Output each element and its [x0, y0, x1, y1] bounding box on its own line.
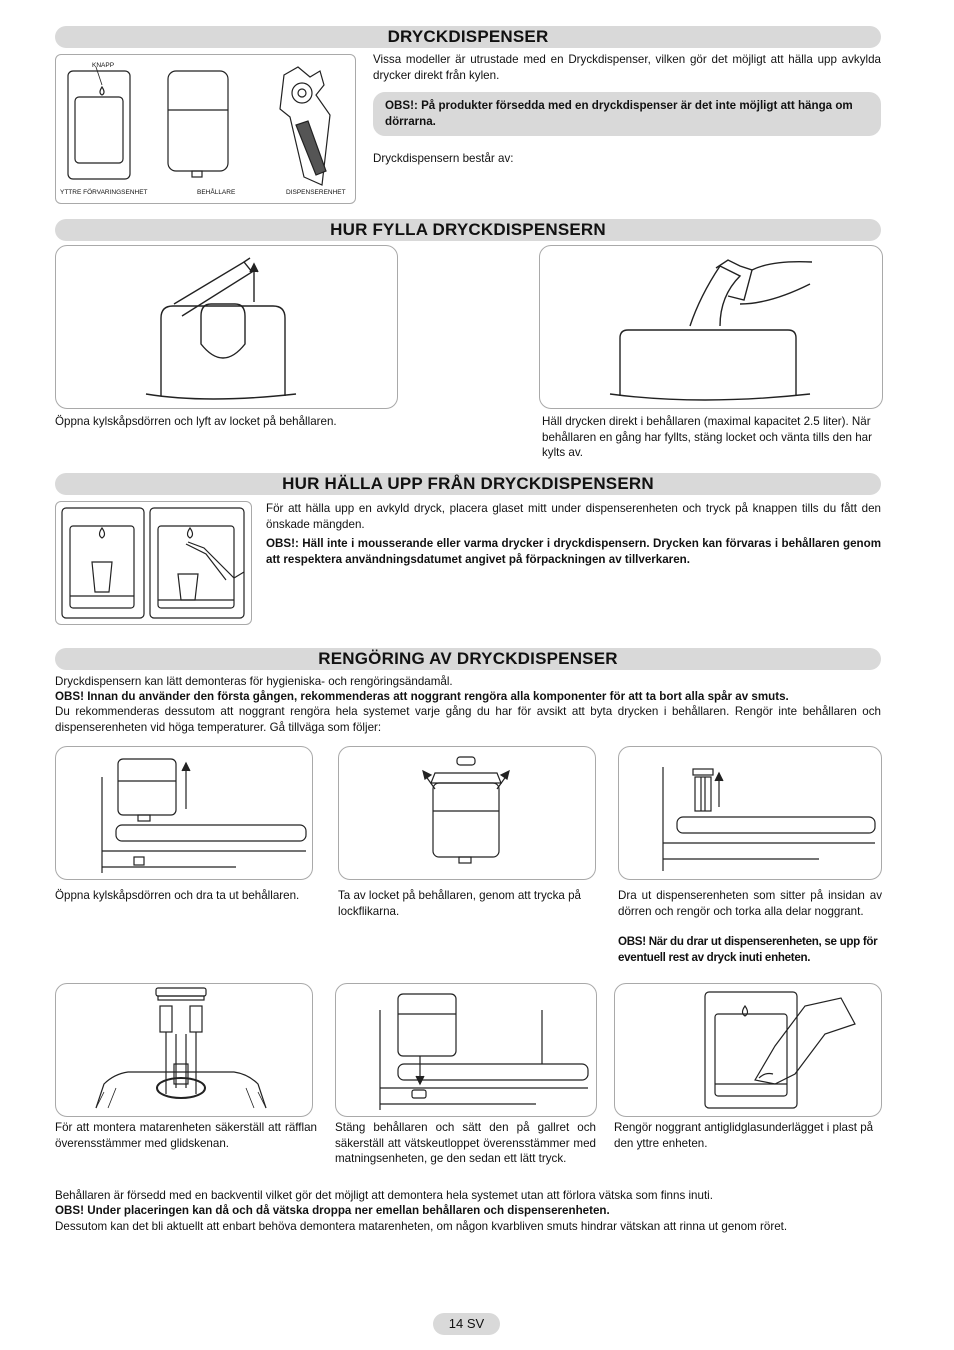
clean-caption-5: Stäng behållaren och sätt den på gallret och säkerställ att vätskeutloppet överensstämmer med matningsenheten, ge den sedan ett lätt tryck. — [335, 1121, 596, 1166]
pour-text: För att hälla upp en avkyld dryck, placera glaset mitt under dispenserenheten och tryck på knappen tills du fått den önskade mängden. — [266, 502, 881, 531]
clean-intro: Dryckdispensern kan lätt demonteras för hygieniska- och rengöringsändamål. — [55, 675, 453, 688]
parts-figure — [55, 54, 356, 204]
page-number: 14 SV — [433, 1313, 500, 1335]
section-header-pour: HUR HÄLLA UPP FRÅN DRYCKDISPENSERN — [55, 473, 881, 495]
clean-figure-3 — [618, 746, 882, 880]
clean-caption-3-obs: OBS! När du drar ut dispenserenheten, se upp för eventuell rest av dryck inuti enheten. — [618, 935, 878, 964]
footer-text-1: Behållaren är försedd med en backventil vilket gör det möjligt att demontera hela systemet utan att förlora vätska som finns inuti. — [55, 1189, 713, 1202]
label-knapp: KNAPP — [92, 62, 115, 69]
pour-obs: OBS!: Häll inte i mousserande eller varma drycker i dryckdispensern. Drycken kan förvaras i behållaren genom att respektera användningsdatumet angivet på förpackningen av tillverkaren. — [266, 537, 881, 566]
fill-caption-1: Öppna kylskåpsdörren och lyft av locket på behållaren. — [55, 415, 337, 428]
clean-text: Du rekommenderas dessutom att noggrant rengöra hela systemet varje gång du har för avsikt att byta drycken i behållaren. Rengör inte behållaren och dispenserenheten vid höga temperaturer. Gå tillväga som följer: — [55, 705, 881, 734]
clean-caption-2: Ta av locket på behållaren, genom att trycka på lockflikarna. — [338, 889, 581, 918]
clean-caption-6: Rengör noggrant antiglidglasunderlägget i plast på den yttre enheten. — [614, 1121, 874, 1150]
pour-figure — [55, 501, 252, 625]
label-dispenser-unit: DISPENSERENHET — [286, 189, 346, 196]
fill-figure-2 — [539, 245, 883, 409]
section-header-fill: HUR FYLLA DRYCKDISPENSERN — [55, 219, 881, 241]
clean-figure-5 — [335, 983, 597, 1117]
clean-caption-3: Dra ut dispenserenheten som sitter på insidan av dörren och rengör och torka alla delar noggrant. — [618, 889, 882, 918]
clean-caption-4: För att montera matarenheten säkerställ att räfflan överensstämmer med glidskenan. — [55, 1121, 317, 1150]
intro-obs-box: OBS!: På produkter försedda med en dryckdispenser är det inte möjligt att hänga om dörrarna. — [373, 92, 881, 136]
footer-text-2: Dessutom kan det bli aktuellt att enbart behöva demontera matarenheten, om någon kvarbliven smuts hindrar vätskan att rinna ut genom röret. — [55, 1220, 788, 1233]
fill-caption-2: Häll drycken direkt i behållaren (maximal kapacitet 2.5 liter). När behållaren en gång har fyllts, stäng locket och vänta tills den har kylts av. — [542, 415, 872, 460]
label-container: BEHÅLLARE — [197, 189, 236, 196]
intro-text: Vissa modeller är utrustade med en Dryckdispenser, vilken gör det möjligt att hälla upp avkylda drycker direkt från kylen. — [373, 53, 881, 82]
clean-figure-4 — [55, 983, 313, 1117]
clean-obs: OBS! Innan du använder den första gången, rekommenderas att noggrant rengöra alla komponenter för att ta bort alla spår av smuts. — [55, 690, 789, 703]
label-outer-unit: YTTRE FÖRVARINGSENHET — [60, 189, 148, 196]
clean-figure-1 — [55, 746, 313, 880]
section-header-cleaning: RENGÖRING AV DRYCKDISPENSER — [55, 648, 881, 670]
clean-caption-1: Öppna kylskåpsdörren och dra ta ut behållaren. — [55, 889, 300, 902]
clean-figure-6 — [614, 983, 882, 1117]
fill-figure-1 — [55, 245, 398, 409]
footer-obs: OBS! Under placeringen kan då och då vätska droppa ner emellan behållaren och dispenserenheten. — [55, 1204, 610, 1217]
section-header-dispenser: DRYCKDISPENSER — [55, 26, 881, 48]
intro-consists-of: Dryckdispensern består av: — [373, 152, 514, 165]
clean-figure-2 — [338, 746, 596, 880]
